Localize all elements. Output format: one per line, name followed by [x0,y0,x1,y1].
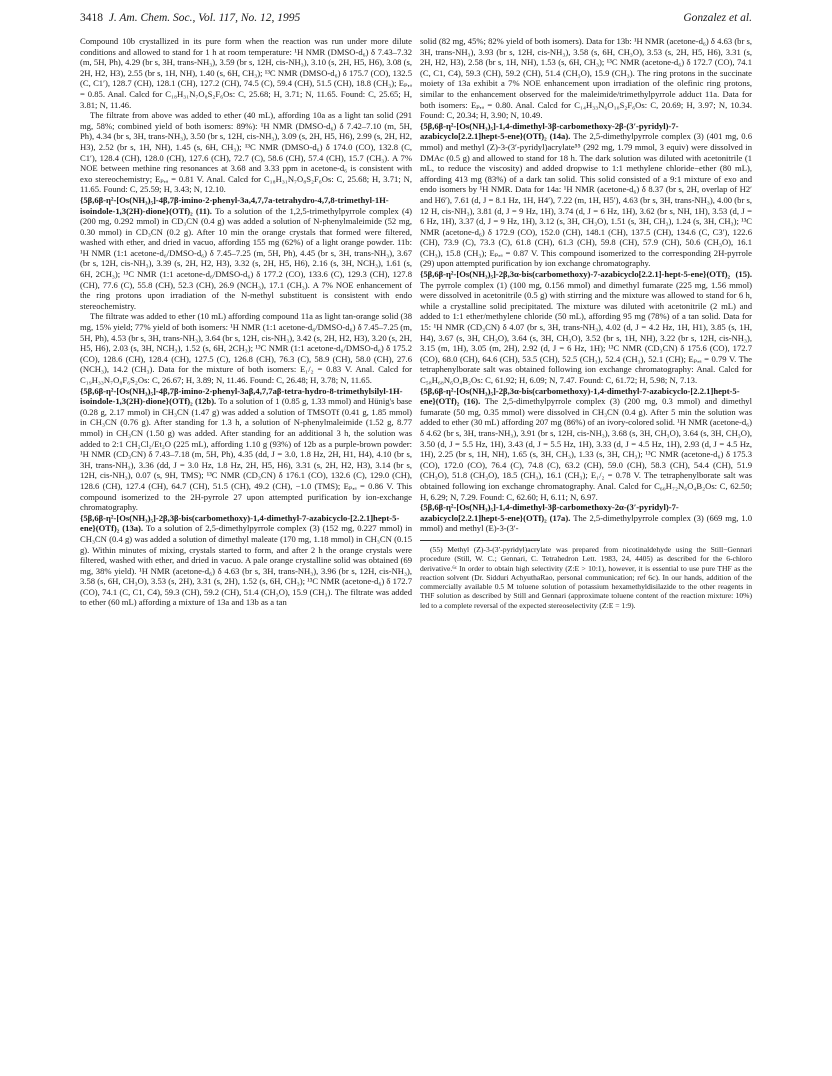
compound-paragraph [80,195,412,312]
compound-heading: {5β,6β-η²-[Os(NH₃)₅]-1,4-dimethyl-3β-carbomethoxy-2α-(3′-pyridyl)-7-azabicyclo[2.2.1]hept-5-ene}(OTf)₂ (17a). [420,502,679,523]
left-column [80,36,412,608]
paragraph-body: The 2,5-dimethylpyrrole complex (3) (669 mg, 1.0 mmol) and methyl (E)-3-(3′- [420,512,752,534]
compound-paragraph [80,513,412,608]
page-header [80,12,752,28]
footnote: (55) Methyl (Z)-3-(3′-pyridyl)acrylate was prepared from nicotinaldehyde using the Still−Gennari procedure (Still, W. C.; Gennari, C. Tetrahedron Lett. 1983, 24, 4405) as described for the 6-chloro derivative.⁶ᶜ In order to obtain high selectivity (Z:E > 10:1), however, it is essential to use pure THF as the reaction solvent (Dr. Sidduri AchyuthaRao, personal communication; ref 6c). In our hands, addition of the commercially available 0.5 M toluene solution of potassium hexamethyldisilazide to the other reagents in THF solution as described by Still and Gennari (approximate toluene content of the reaction mixture: 10%) led to a complete reversal of the expected stereoselectivity (Z:E = 1:9). [420,544,752,610]
compound-heading: {5β,6β-η²-[Os(NH₃)₅]-1,4-dimethyl-3β-carbomethoxy-2β-(3′-pyridyl)-7-azabicyclo[2.2.1]hept-5-ene}(OTf)₂ (14a). [420,120,679,142]
paragraph-body: The 2,5-dimethylpyrrole complex (3) (200 mg, 0.3 mmol) and dimethyl fumarate (50 mg, 0.35 mmol) were dissolved in CH₃CN (0.4 g). After 5 min the solution was added to ether (30 mL) affording 207 mg (86%) of an ivory-colored solid. ¹H NMR (acetone-d₆) δ 4.62 (br s, 3H, trans-NH₃), 3.91 (br s, 12H, cis-NH₃), 3.68 (s, 3H, CH₃O), 3.64 (s, 3H, CH₃O), 3.50 (d, J = 5.5 Hz, 1H), 3.43 (d, J = 5.5 Hz, 1H), 3.33 (d, J = 4.5 Hz, 1H), 2.93 (d, J = 4.5 Hz, 1H), 2.25 (br s, 1H, NH), 1.65 (s, 3H, CH₃), 1.33 (s, 3H, CH₃); ¹³C NMR (acetone-d₆) δ 175.3 (CO), 172.0 (CO), 76.4 (C), 74.8 (C), 63.2 (CH), 59.0 (CH), 58.3 (CH), 54.4 (CH), 51.9 (CH₃O), 51.8 (CH₃O), 18.5 (CH₃), 16.1 (CH₃); E₁/₂ = 0.78 V. The tetraphenylborate salt was obtained following ion exchange chromatography. Anal. Calcd for C₆₀H₇₂N₆O₄B₂Os: C, 62.50; H, 6.29; N, 7.29. Found: C, 62.60; H, 6.11; N, 6.97. [420,396,752,502]
paragraph-body: To a solution of 2,5-dimethylpyrrole complex (3) (152 mg, 0.227 mmol) in CH₃CN (0.4 g) was added a solution of dimethyl maleate (170 mg, 1.18 mmol) in CH₃CN (0.15 g). Within minutes of mixing, crystals started to form, and after 2 h the orange crystals were filtered, washed with ether, and dried in vacuo. A pale orange crystalline solid was obtained (69 mg, 38% yield). ¹H NMR (acetone-d₆) δ 4.63 (br s, 3H, trans-NH₃), 3.96 (br s, 12H, cis-NH₃), 3.58 (s, 6H, CH₃O), 3.53 (s, 2H), 3.31 (s, 2H), 1.52 (s, 6H, CH₃); ¹³C NMR (acetone-d₆) δ 172.7 (CO), 74.1 (C, C1, C4), 59.3 (CH), 59.2 (CH), 51.4 (CH₃O), 15.9 (CH₃). The filtrate was added to ether (60 mL) affording a mixture of 13a and 13b as a tan [80,523,412,608]
compound-heading: {5β,6β-η²-[Os(NH₃)₅]-4β,7β-imino-2-phenyl-3aβ,4,7,7aβ-tetra-hydro-8-trimethylsilyl-1H-isoindole-1,3(2H)-dione}(OTf)₂ (12b). [80,385,403,407]
compound-paragraph [420,269,752,386]
compound-paragraph [420,502,752,534]
footnote-divider [420,540,540,541]
compound-heading: {5β,6β-η²-[Os(NH₃)₅]-2β,3β-bis(carbomethoxy)-1,4-dimethyl-7-azabicyclo-[2.2.1]hept-5-ene}(OTf)₂ (13a). [80,512,400,534]
paragraph: Compound 10b crystallized in its pure form when the reaction was run under more dilute conditions and allowed to stand for 1 h at room temperature: ¹H NMR (DMSO-d₆) δ 7.43–7.32 (m, 5H, Ph), 4.29 (br s, 3H, trans-NH₃), 3.59 (br s, 12H, cis-NH₃), 3.10 (s, 2H, H5, H6), 3.08 (s, 2H, H2, H3), 2.55 (br s, 1H, NH), 1.40 (s, 6H, CH₃); ¹³C NMR (DMSO-d₆) δ 175.7 (CO), 132.5 (C, C1′), 128.7 (CH), 128.1 (CH), 127.2 (CH), 74.5 (C), 59.4 (CH), 51.5 (CH), 18.8 (CH₃); Eₚ,ₐ = 0.85. Anal. Calcd for C₁₈H₃₁N₇O₈S₂F₆Os: C, 25.68; H, 3.71; N, 11.65. Found: C, 25.65; H, 3.81; N, 11.46. [80,36,412,110]
page-number: 3418 [80,12,103,24]
journal-name: J. Am. Chem. Soc., Vol. 117, No. 12, 1995 [108,12,301,24]
compound-heading: {5β,6β-η²-[Os(NH₃)₅]-4β,7β-imino-2-phenyl-3a,4,7,7a-tetrahydro-4,7,8-trimethyl-1H-isoindole-1,3(2H)-dione}(OTf)₂ (11). [80,194,389,216]
journal-citation [80,12,300,24]
paragraph: The filtrate from above was added to ether (40 mL), affording 10a as a light tan solid (291 mg, 58%; combined yield of both isomers: 89%): ¹H NMR (DMSO-d₆) δ 7.42–7.10 (m, 5H, Ph), 4.34 (br s, 3H, trans-NH₃), 3.50 (br s, 12H, cis-NH₃), 3.09 (s, 2H, H5, H6), 2.99 (s, 2H, H2, H3), 2.52 (br s, 1H, NH), 1.45 (s, 6H, CH₃); ¹³C NMR (DMSO-d₆) δ 174.0 (CO), 132.8 (C, C1′), 128.4 (CH), 128.0 (CH), 127.6 (CH), 72.7 (C), 58.6 (CH), 57.4 (CH), 15.7 (CH₃). A 7% NOE between methine ring resonances at 3.68 and 3.33 ppm in acetone-d₆ is consistent with exo stereochemistry; Eₚ,ₐ = 0.81 V. Anal. Calcd for C₁₈H₃₁N₇O₈S₂F₆Os: C, 25.68; H, 3.71; N, 11.65. Found: C, 25.59; H, 3.43; N, 12.10. [80,110,412,195]
compound-paragraph [420,386,752,503]
paragraph: solid (82 mg, 45%; 82% yield of both isomers). Data for 13b: ¹H NMR (acetone-d₆) δ 4.63 (br s, 3H, trans-NH₃), 3.93 (br s, 12H, cis-NH₃), 3.58 (s, 6H, CH₃O), 3.53 (s, 2H, H5, H6), 3.31 (s, 2H, H2, H3), 2.58 (br s, 1H, NH), 1.53 (s, 6H, CH₃); ¹³C NMR (acetone-d₆) δ 172.7 (CO), 74.1 (C, C1, C4), 59.3 (CH), 59.2 (CH), 51.4 (CH₃O), 15.9 (CH₃). The ring protons in the succinate moiety of 13a exhibit a 7% NOE enhancement upon irradiation of the olefinic ring protons, similar to the enhancement observed for the maleimide/trimethylpyrrole adduct 11a. Data for both isomers: Eₚ,ₐ = 0.80. Anal. Calcd for C₁₄H₃₃N₆O₁₀S₂F₆Os: C, 20.69; H, 3.97; N, 10.34. Found: C, 20.34; H, 3.90; N, 10.49. [420,36,752,121]
compound-heading: {5β,6β-η²-[Os(NH₃)₅]-2β,3α-bis(carbomethoxy)-1,4-dimethyl-7-azabicyclo-[2.2.1]hept-5-ene}(OTf)₂ (16). [420,385,740,407]
compound-heading: {5β,6β-η²-[Os(NH₃)₅]-2β,3α-bis(carbomethoxy)-7-azabicyclo[2.2.1]-hept-5-ene}(OTf)₂ (15). [420,269,752,280]
compound-paragraph [420,121,752,269]
compound-paragraph [80,386,412,513]
right-column [420,36,752,610]
running-authors: Gonzalez et al. [683,12,752,24]
paragraph-body: To a solution of 1 (0.85 g, 1.33 mmol) and Hünig's base (0.28 g, 2.17 mmol) in CH₃CN (1.47 g) was added a solution of TMSOTf (0.41 g, 1.85 mmol) in CH₃CN (0.76 g). After standing for 1.3 h, a solution of N-phenylmaleimide (1.52 g, 8.77 mmol) in CH₃CN (1.50 g) was added. After standing for an additional 3 h, the solution was added to 2:1 CH₂Cl₂/Et₂O (225 mL), affording 1.10 g (93%) of 12b as a purple-brown powder: ¹H NMR (CD₃CN) δ 7.43–7.18 (m, 5H, Ph), 4.35 (dd, J = 3.0, 1.8 Hz, 2H, H1, H4), 4.10 (br s, 3H, trans-NH₃), 3.36 (dd, J = 3.0 Hz, 1.8 Hz, 2H, H5, H6), 3.31 (s, 2H, H2, H3), 3.14 (br s, 12H, cis-NH₃), 0.07 (s, 9H, TMS); ¹³C NMR (CD₃CN) δ 176.1 (CO), 132.6 (C), 129.0 (CH), 128.6 (CH), 127.4 (CH), 64.7 (CH), 51.5 (CH), 49.2 (CH), −1.0 (TMS); Eₚ,ₐ = 0.86 V. This compound isomerized to the 2H-pyrrole 27 upon attempted purification by ion-exchange chromatography. [80,396,412,513]
paragraph-body: To a solution of the 1,2,5-trimethylpyrrole complex (4) (200 mg, 0.292 mmol) in CD₃CN (0.4 g) was added a solution of N-phenylmaleimide (52 mg, 0.30 mmol) in CD₃CN (0.2 g). After 10 min the orange crystals that formed were filtered, washed with ether, and dried in vacuo, affording 155 mg (62%) of a light orange powder. 11b: ¹H NMR (1:1 acetone-d₆/DMSO-d₆) δ 7.45–7.25 (m, 5H, Ph), 4.45 (br s, 3H, trans-NH₃), 3.67 (br s, 12H, cis-NH₃), 3.39 (s, 2H, H2, H3), 3.32 (s, 2H, H5, H6), 2.16 (s, 3H, NCH₃), 1.61 (s, 6H, 2CH₃); ¹³C NMR (1:1 acetone-d₆/DMSO-d₆) δ 177.2 (CO), 133.6 (C), 129.3 (CH), 127.8 (CH), 77.6 (C), 55.8 (CH), 52.3 (CH), 26.9 (NCH₃), 17.1 (CH₃). A 7% NOE enhancement of the ring protons upon irradiation of the N-methyl substituent is consistent with endo stereochemistry. [80,205,412,311]
paragraph: The filtrate was added to ether (10 mL) affording compound 11a as light tan-orange solid (38 mg, 15% yield; 77% yield of both isomers: ¹H NMR (1:1 acetone-d₆/DMSO-d₆) δ 7.45–7.25 (m, 5H, Ph), 4.53 (br s, 3H, trans-NH₃), 3.64 (br s, 12H, cis-NH₃), 3.42 (s, 2H, H2, H3), 3.20 (s, 2H, H5, H6), 2.03 (s, 3H, NCH₃), 1.52 (s, 6H, 2CH₃); ¹³C NMR (1:1 acetone-d₆/DMSO-d₆) δ 175.2 (CO), 128.6 (CH), 128.4 (CH), 127.5 (C), 126.8 (CH), 76.3 (C), 58.9 (CH), 58.0 (CH), 27.6 (NCH₃), 14.2 (CH₃). Data for the mixture of both isomers: E₁/₂ = 0.83 V. Anal. Calcd for C₁₉H₃₃N₇O₈F₆S₂Os: C, 26.67; H, 3.89; N, 11.46. Found: C, 26.48; H, 3.78; N, 11.65. [80,311,412,385]
paragraph-body: The pyrrole complex (1) (100 mg, 0.156 mmol) and dimethyl fumarate (225 mg, 1.56 mmol) were dissolved in acetonitrile (0.5 g) with stirring and the mixture was allowed to stand for 6 h, while a crystalline solid precipitated. The mixture was diluted with acetonitrile (2 mL) and added to 1:1 ether/methylene chloride (50 mL), affording 95 mg (78%) of a tan solid. Data for 15: ¹H NMR (CD₃CN) δ 4.07 (br s, 3H, trans-NH₃), 4.02 (d, J = 4.2 Hz, 1H, H1), 3.85 (s, 1H, H4), 3.67 (s, 3H, CH₃O), 3.64 (s, 3H, CH₃O), 3.52 (br s, 1H, NH), 3.22 (br s, 12H, cis-NH₃), 3.15 (m, 1H), 3.05 (m, 2H), 2.92 (d, J = 6 Hz, 1H); ¹³C NMR (CD₃CN) δ 175.6 (CO), 172.7 (CO), 68.0 (CH), 64.6 (CH), 53.5 (CH), 52.5 (CH₃), 52.4 (CH₃), 52.1 (CH); Eₚ,ₐ = 0.79 V. The tetraphenylborate salt was obtained following ion exchange chromatography: Anal. Calcd for C₅₈H₆₈N₆O₄B₂Os: C, 61.92; H, 6.09; N, 7.47. Found: C, 61.72; H, 5.98; N, 7.13. [420,279,752,385]
paragraph-body: The 2,5-dimethylpyrrole complex (3) (401 mg, 0.6 mmol) and methyl (Z)-3-(3′-pyridyl)acrylate⁵⁵ (292 mg, 1.79 mmol, 3 equiv) were dissolved in DMAc (0.5 g) and allowed to stand for 18 h. The dark solution was diluted with acetonitrile (1 mL, to reduce the viscosity) and added dropwise to 1:1 methylene chloride−ether (80 mL), affording 413 mg (83%) of a dark tan solid. This solid consisted of a 9:1 mixture of exo and endo isomers by ¹H NMR. Data for 14a: ¹H NMR (acetone-d₆) δ 8.37 (br s, 2H, overlap of H2′ and H6′), 7.61 (d, J = 8.1 Hz, 1H, H4′), 7.22 (m, 1H, H5′), 4.63 (br s, 3H, trans-NH₃), 4.00 (br s, 12 H, cis-NH₃), 3.81 (d, J = 9 Hz, 1H), 3.74 (d, J = 6 Hz, 1H), 3.62 (br s, NH, 1H), 3.53 (d, J = 6 Hz, 1H), 3.37 (d, J = 9 Hz, 1H), 3.12 (s, 3H, CH₃O), 1.51 (s, 3H, CH₃), 1.24 (s, 3H, CH₃); ¹³C NMR (acetone-d₆) δ 172.9 (CO), 152.0 (CH), 148.1 (CH), 137.5 (CH), 134.6 (C, C3′), 122.6 (CH), 73.9 (C), 73.3 (C), 61.8 (CH), 61.3 (CH), 59.8 (CH), 57.9 (CH), 50.6 (CH₃O), 16.1 (CH₃), 15.8 (CH₃); Eₚ,ₐ = 0.87 V. This compound isomerized to the corresponding 2H-pyrrole (29) upon attempted purification by ion exchange chromatography. [420,131,752,269]
